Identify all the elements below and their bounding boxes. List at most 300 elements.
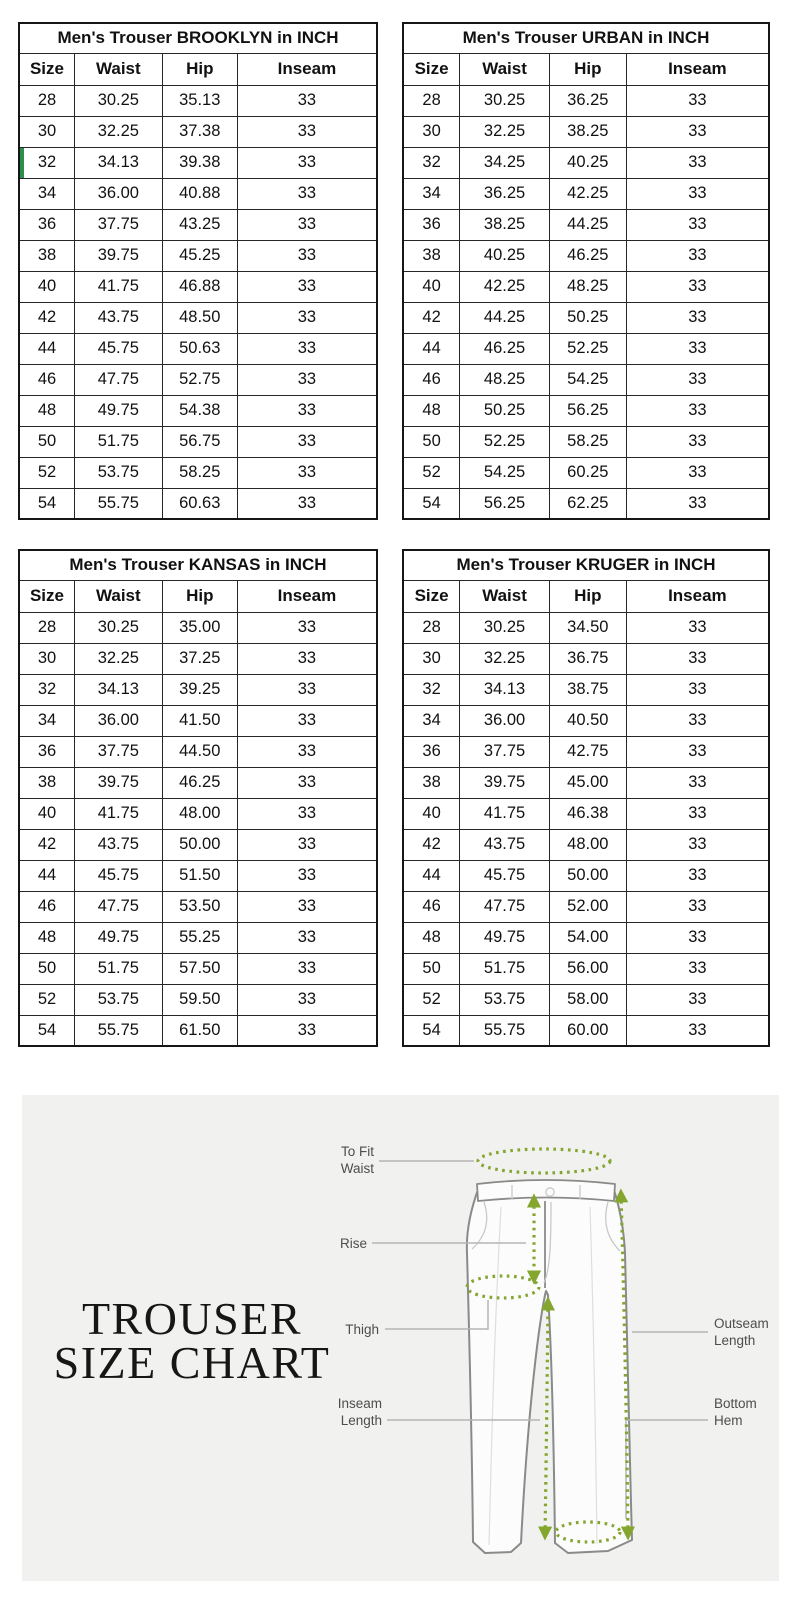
table-cell: 33 <box>626 953 769 984</box>
table-row <box>403 705 769 736</box>
table-cell: 33 <box>237 240 377 271</box>
table-cell: 33 <box>237 891 377 922</box>
table-row <box>19 922 377 953</box>
table-cell: 34.13 <box>460 674 550 705</box>
label-bottom-hem: Bottom Hem <box>714 1396 757 1428</box>
table-cell: 60.25 <box>549 457 626 488</box>
table-row <box>403 85 769 116</box>
table-cell: 33 <box>626 271 769 302</box>
table-cell: 55.75 <box>74 488 162 519</box>
table-cell: 35.00 <box>162 612 237 643</box>
table-row <box>403 364 769 395</box>
table-row <box>403 767 769 798</box>
table-cell: 30 <box>403 643 460 674</box>
table-header-row <box>403 580 769 612</box>
table-cell: 33 <box>626 891 769 922</box>
table-cell: 33 <box>626 240 769 271</box>
table-cell: 41.75 <box>460 798 550 829</box>
table-cell: 45.75 <box>74 860 162 891</box>
table-row <box>403 488 769 519</box>
table-cell: 43.25 <box>162 209 237 240</box>
table-cell: 40.50 <box>549 705 626 736</box>
table-row <box>403 333 769 364</box>
table-cell: 37.75 <box>460 736 550 767</box>
table-cell: 48.00 <box>549 829 626 860</box>
table-row <box>19 178 377 209</box>
table-cell: 37.38 <box>162 116 237 147</box>
table-cell: 33 <box>237 767 377 798</box>
table-cell: 40 <box>403 798 460 829</box>
table-cell: 33 <box>237 953 377 984</box>
table-cell: 33 <box>237 736 377 767</box>
table-cell: 30.25 <box>74 612 162 643</box>
table-title: Men's Trouser BROOKLYN in INCH <box>19 23 377 53</box>
table-cell: 37.25 <box>162 643 237 674</box>
label-to-fit-waist: To Fit Waist <box>340 1144 374 1176</box>
table-cell: 44 <box>19 333 74 364</box>
table-cell: 39.75 <box>74 240 162 271</box>
table-row <box>403 953 769 984</box>
table-row <box>19 333 377 364</box>
table-cell: 36 <box>19 736 74 767</box>
table-row <box>19 953 377 984</box>
table-cell: 33 <box>237 333 377 364</box>
table-cell: 28 <box>19 85 74 116</box>
table-cell: 38.25 <box>460 209 550 240</box>
table-cell: 34 <box>19 178 74 209</box>
table-cell: 59.50 <box>162 984 237 1015</box>
inseam-measure-arrow <box>545 1302 548 1535</box>
table-cell: 60.00 <box>549 1015 626 1046</box>
table-cell: 32.25 <box>460 643 550 674</box>
table-row <box>19 271 377 302</box>
table-cell: 52.75 <box>162 364 237 395</box>
size-table-brooklyn <box>18 22 378 520</box>
column-header-inseam: Inseam <box>237 53 377 85</box>
table-cell: 30 <box>19 116 74 147</box>
table-cell: 40 <box>19 798 74 829</box>
table-cell: 46.25 <box>549 240 626 271</box>
table-cell: 48.25 <box>460 364 550 395</box>
table-row <box>403 860 769 891</box>
table-row <box>403 612 769 643</box>
table-cell: 54 <box>403 1015 460 1046</box>
table-cell: 45.75 <box>74 333 162 364</box>
column-header-inseam: Inseam <box>237 580 377 612</box>
table-cell: 36 <box>19 209 74 240</box>
table-cell: 39.75 <box>74 767 162 798</box>
table-row <box>19 147 377 178</box>
table-cell: 48 <box>19 395 74 426</box>
column-header-size: Size <box>403 53 460 85</box>
table-cell: 40.25 <box>460 240 550 271</box>
table-cell: 33 <box>237 829 377 860</box>
table-cell: 47.75 <box>74 891 162 922</box>
table-row <box>403 209 769 240</box>
table-cell: 33 <box>626 333 769 364</box>
size-table-urban <box>402 22 770 520</box>
table-row <box>403 116 769 147</box>
table-row <box>19 674 377 705</box>
table-row <box>403 736 769 767</box>
table-cell: 33 <box>237 395 377 426</box>
table-row <box>19 116 377 147</box>
table-cell: 45.25 <box>162 240 237 271</box>
table-row <box>403 829 769 860</box>
table-cell: 30 <box>403 116 460 147</box>
table-row <box>403 240 769 271</box>
table-cell: 36.25 <box>549 85 626 116</box>
table-row <box>403 798 769 829</box>
table-row <box>403 302 769 333</box>
label-thigh: Thigh <box>345 1322 379 1337</box>
table-cell: 53.50 <box>162 891 237 922</box>
table-cell: 58.25 <box>162 457 237 488</box>
table-cell: 38.75 <box>549 674 626 705</box>
table-cell: 36.00 <box>460 705 550 736</box>
table-cell: 50.00 <box>549 860 626 891</box>
table-cell: 33 <box>626 829 769 860</box>
table-cell: 30.25 <box>460 85 550 116</box>
table-row <box>403 891 769 922</box>
table-cell: 28 <box>403 85 460 116</box>
table-cell: 53.75 <box>460 984 550 1015</box>
table-cell: 49.75 <box>460 922 550 953</box>
table-cell: 33 <box>626 426 769 457</box>
table-row <box>19 395 377 426</box>
table-cell: 30.25 <box>460 612 550 643</box>
table-cell: 33 <box>237 1015 377 1046</box>
table-cell: 52 <box>403 984 460 1015</box>
table-cell: 48.00 <box>162 798 237 829</box>
table-cell: 40.25 <box>549 147 626 178</box>
table-row <box>19 798 377 829</box>
table-cell: 33 <box>626 798 769 829</box>
table-row <box>19 736 377 767</box>
table-cell: 34.50 <box>549 612 626 643</box>
column-header-inseam: Inseam <box>626 580 769 612</box>
table-title-row <box>19 550 377 580</box>
table-cell: 28 <box>19 612 74 643</box>
column-header-size: Size <box>19 580 74 612</box>
table-cell: 49.75 <box>74 395 162 426</box>
table-row <box>19 457 377 488</box>
table-cell: 33 <box>237 488 377 519</box>
table-cell: 42 <box>403 829 460 860</box>
table-cell: 55.25 <box>162 922 237 953</box>
table-cell: 56.25 <box>549 395 626 426</box>
table-cell: 56.00 <box>549 953 626 984</box>
table-cell: 36.00 <box>74 705 162 736</box>
table-cell: 46 <box>403 891 460 922</box>
table-cell: 33 <box>237 612 377 643</box>
table-cell: 33 <box>237 798 377 829</box>
table-cell: 32.25 <box>460 116 550 147</box>
table-cell: 30.25 <box>74 85 162 116</box>
table-row <box>403 984 769 1015</box>
table-cell: 33 <box>237 147 377 178</box>
table-cell: 55.75 <box>460 1015 550 1046</box>
table-cell: 33 <box>626 395 769 426</box>
table-cell: 32.25 <box>74 643 162 674</box>
table-cell: 48 <box>19 922 74 953</box>
table-cell: 50 <box>403 426 460 457</box>
table-cell: 32 <box>403 674 460 705</box>
table-cell: 33 <box>626 488 769 519</box>
label-rise: Rise <box>339 1236 367 1251</box>
waist-measure-ellipse <box>478 1149 610 1173</box>
table-cell: 46.25 <box>162 767 237 798</box>
table-cell: 34 <box>403 178 460 209</box>
table-row <box>19 488 377 519</box>
table-cell: 33 <box>237 364 377 395</box>
table-cell: 33 <box>237 643 377 674</box>
table-cell: 52 <box>403 457 460 488</box>
table-cell: 54.25 <box>460 457 550 488</box>
table-cell: 33 <box>626 984 769 1015</box>
table-title-row <box>403 23 769 53</box>
table-cell: 33 <box>237 860 377 891</box>
table-cell: 46 <box>19 364 74 395</box>
table-row <box>19 767 377 798</box>
table-cell: 32 <box>403 147 460 178</box>
table-cell: 49.75 <box>74 922 162 953</box>
table-cell: 33 <box>237 209 377 240</box>
table-cell: 33 <box>626 116 769 147</box>
table-cell: 38 <box>403 240 460 271</box>
column-header-size: Size <box>19 53 74 85</box>
table-title: Men's Trouser KRUGER in INCH <box>403 550 769 580</box>
table-header-row <box>19 580 377 612</box>
table-row <box>19 860 377 891</box>
column-header-waist: Waist <box>460 53 550 85</box>
table-cell: 47.75 <box>74 364 162 395</box>
table-cell: 46 <box>19 891 74 922</box>
table-cell: 52.25 <box>549 333 626 364</box>
table-cell: 50.00 <box>162 829 237 860</box>
table-cell: 48 <box>403 922 460 953</box>
column-header-hip: Hip <box>162 53 237 85</box>
table-cell: 62.25 <box>549 488 626 519</box>
table-row <box>403 674 769 705</box>
table-cell: 54 <box>19 488 74 519</box>
table-row <box>403 426 769 457</box>
table-cell: 33 <box>626 736 769 767</box>
table-cell: 44.50 <box>162 736 237 767</box>
table-cell: 36 <box>403 209 460 240</box>
table-title: Men's Trouser KANSAS in INCH <box>19 550 377 580</box>
table-cell: 32 <box>19 147 74 178</box>
table-cell: 33 <box>626 705 769 736</box>
table-cell: 34 <box>403 705 460 736</box>
table-cell: 33 <box>237 922 377 953</box>
table-cell: 42.25 <box>460 271 550 302</box>
table-cell: 52 <box>19 457 74 488</box>
table-cell: 43.75 <box>460 829 550 860</box>
table-cell: 58.25 <box>549 426 626 457</box>
table-cell: 33 <box>237 457 377 488</box>
table-cell: 44 <box>403 333 460 364</box>
table-cell: 46 <box>403 364 460 395</box>
table-row <box>19 1015 377 1046</box>
diagram-heading <box>26 1293 358 1388</box>
table-row <box>403 178 769 209</box>
table-cell: 33 <box>626 1015 769 1046</box>
table-row <box>19 426 377 457</box>
table-row <box>19 643 377 674</box>
table-title: Men's Trouser URBAN in INCH <box>403 23 769 53</box>
table-cell: 33 <box>626 860 769 891</box>
table-cell: 32 <box>19 674 74 705</box>
table-cell: 57.50 <box>162 953 237 984</box>
table-cell: 32.25 <box>74 116 162 147</box>
table-cell: 40 <box>403 271 460 302</box>
table-cell: 39.38 <box>162 147 237 178</box>
table-cell: 55.75 <box>74 1015 162 1046</box>
table-cell: 60.63 <box>162 488 237 519</box>
table-cell: 46.88 <box>162 271 237 302</box>
table-cell: 54.25 <box>549 364 626 395</box>
table-row <box>19 85 377 116</box>
table-row <box>403 1015 769 1046</box>
table-cell: 30 <box>19 643 74 674</box>
size-diagram-panel <box>22 1095 779 1581</box>
table-cell: 33 <box>626 767 769 798</box>
table-cell: 50 <box>19 426 74 457</box>
table-cell: 58.00 <box>549 984 626 1015</box>
table-cell: 52.25 <box>460 426 550 457</box>
table-cell: 46.38 <box>549 798 626 829</box>
table-cell: 44.25 <box>549 209 626 240</box>
table-cell: 42 <box>19 829 74 860</box>
table-cell: 38 <box>403 767 460 798</box>
diagram-heading-line2: SIZE CHART <box>53 1337 331 1388</box>
table-cell: 36.00 <box>74 178 162 209</box>
table-cell: 54 <box>19 1015 74 1046</box>
column-header-waist: Waist <box>74 53 162 85</box>
label-outseam-length: Outseam Length <box>714 1316 769 1348</box>
table-cell: 38 <box>19 240 74 271</box>
table-cell: 38 <box>19 767 74 798</box>
table-cell: 33 <box>626 209 769 240</box>
table-cell: 50 <box>19 953 74 984</box>
table-cell: 35.13 <box>162 85 237 116</box>
table-cell: 50.25 <box>460 395 550 426</box>
table-cell: 39.25 <box>162 674 237 705</box>
table-cell: 33 <box>237 705 377 736</box>
table-row <box>403 643 769 674</box>
table-cell: 38.25 <box>549 116 626 147</box>
table-cell: 33 <box>237 85 377 116</box>
table-cell: 51.75 <box>74 426 162 457</box>
table-cell: 46.25 <box>460 333 550 364</box>
table-cell: 44 <box>403 860 460 891</box>
table-row <box>19 612 377 643</box>
table-cell: 36 <box>403 736 460 767</box>
table-cell: 50.25 <box>549 302 626 333</box>
table-header-row <box>19 53 377 85</box>
column-header-size: Size <box>403 580 460 612</box>
table-cell: 33 <box>237 116 377 147</box>
table-cell: 42.75 <box>549 736 626 767</box>
table-cell: 43.75 <box>74 829 162 860</box>
table-cell: 36.25 <box>460 178 550 209</box>
table-row <box>19 302 377 333</box>
table-cell: 48.50 <box>162 302 237 333</box>
table-cell: 34.13 <box>74 147 162 178</box>
table-cell: 52.00 <box>549 891 626 922</box>
table-row <box>19 891 377 922</box>
column-header-hip: Hip <box>549 580 626 612</box>
table-cell: 51.75 <box>460 953 550 984</box>
table-cell: 33 <box>626 643 769 674</box>
table-cell: 48 <box>403 395 460 426</box>
table-row <box>403 147 769 178</box>
table-cell: 33 <box>626 85 769 116</box>
table-cell: 33 <box>626 922 769 953</box>
label-inseam-length: Inseam Length <box>337 1396 382 1428</box>
table-cell: 41.75 <box>74 798 162 829</box>
table-cell: 61.50 <box>162 1015 237 1046</box>
table-cell: 52 <box>19 984 74 1015</box>
size-table-kruger <box>402 549 770 1047</box>
table-cell: 33 <box>237 271 377 302</box>
table-cell: 54.00 <box>549 922 626 953</box>
table-row <box>19 240 377 271</box>
table-cell: 33 <box>626 147 769 178</box>
table-cell: 50.63 <box>162 333 237 364</box>
table-cell: 51.75 <box>74 953 162 984</box>
table-cell: 54.38 <box>162 395 237 426</box>
table-cell: 33 <box>237 984 377 1015</box>
size-table-kansas <box>18 549 378 1047</box>
table-title-row <box>403 550 769 580</box>
column-header-waist: Waist <box>74 580 162 612</box>
table-cell: 34 <box>19 705 74 736</box>
table-cell: 33 <box>626 457 769 488</box>
column-header-waist: Waist <box>460 580 550 612</box>
column-header-hip: Hip <box>162 580 237 612</box>
table-cell: 42.25 <box>549 178 626 209</box>
table-cell: 33 <box>626 302 769 333</box>
column-header-hip: Hip <box>549 53 626 85</box>
table-cell: 56.75 <box>162 426 237 457</box>
table-row <box>403 395 769 426</box>
trouser-outline <box>467 1187 632 1553</box>
table-cell: 33 <box>626 178 769 209</box>
table-cell: 33 <box>237 674 377 705</box>
table-row <box>403 457 769 488</box>
leader-bottom-hem <box>626 1420 708 1519</box>
table-cell: 42 <box>19 302 74 333</box>
column-header-inseam: Inseam <box>626 53 769 85</box>
table-cell: 33 <box>237 302 377 333</box>
table-row <box>19 364 377 395</box>
table-cell: 41.75 <box>74 271 162 302</box>
table-cell: 34.13 <box>74 674 162 705</box>
table-cell: 36.75 <box>549 643 626 674</box>
table-cell: 28 <box>403 612 460 643</box>
table-cell: 34.25 <box>460 147 550 178</box>
table-row <box>403 271 769 302</box>
table-cell: 50 <box>403 953 460 984</box>
table-cell: 45.00 <box>549 767 626 798</box>
table-cell: 33 <box>237 178 377 209</box>
table-cell: 51.50 <box>162 860 237 891</box>
table-cell: 33 <box>626 612 769 643</box>
table-row <box>19 984 377 1015</box>
table-cell: 40 <box>19 271 74 302</box>
